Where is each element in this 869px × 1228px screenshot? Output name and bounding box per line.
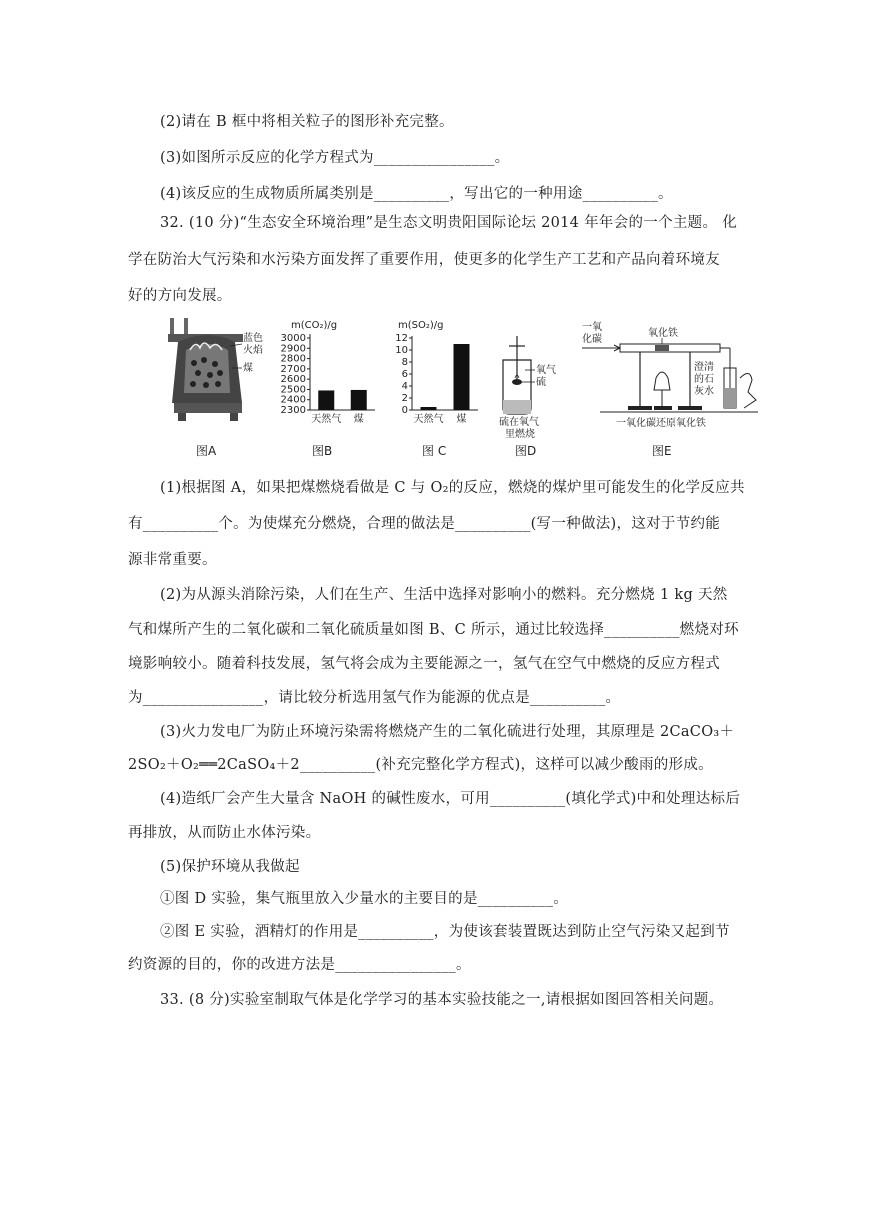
q32-part2-line4: 为________________，请比较分析选用氢气作为能源的优点是__________。: [128, 690, 621, 706]
figure-d-label-sulfur: 硫: [536, 377, 546, 388]
figure-a-label-flame-1: 蓝色: [243, 333, 263, 344]
q32-part1-line1: (1)根据图 A，如果把煤燃烧看做是 C 与 O₂的反应，燃烧的煤炉里可能发生的化学反应共: [160, 480, 745, 496]
figure-c-so2-chart: [388, 318, 483, 433]
chartC-category-label: 煤: [456, 414, 467, 425]
chartC-tick-label: 8: [401, 357, 408, 368]
chartB-tick-label: 2700: [280, 363, 306, 375]
figure-d-caption: 图D: [515, 444, 537, 458]
q32-part3-line2: 2SO₂＋O₂══2CaSO₄＋2__________(补充完整化学方程式)，这样可以减少酸雨的形成。: [128, 757, 713, 773]
q32-part5-item2-line1: ②图 E 实验，酒精灯的作用是__________，为使该套装置既达到防止空气污染又起到节: [160, 924, 730, 940]
figure-e-label-co-2: 化碳: [582, 334, 602, 345]
chartC-category-label: 天然气: [413, 414, 444, 425]
q32-part4-line2: 再排放，从而防止水体污染。: [128, 825, 321, 841]
chartB-category-label: 煤: [353, 414, 364, 425]
chartB-tick-label: 3000: [280, 333, 306, 344]
q32-part5-heading: (5)保护环境从我做起: [160, 859, 300, 875]
chartC-tick-label: 0: [401, 405, 408, 416]
chartC-bar: [421, 407, 437, 410]
figure-d-sub-1: 硫在氧气: [499, 417, 539, 428]
figure-d-sulfur-in-oxygen: [495, 318, 565, 443]
q31-part4: (4)该反应的生成物质所属类别是__________，写出它的一种用途__________。: [160, 186, 673, 202]
figure-b-ylabel: m(CO₂)/g: [291, 320, 338, 331]
figure-a-label-coal: 煤: [243, 363, 253, 374]
figure-d-sub-2: 里燃烧: [505, 429, 535, 440]
figure-b-co2-chart: [275, 318, 380, 433]
figure-e-label-lime-1: 澄清: [694, 362, 714, 373]
q32-part2-line2: 气和煤所产生的二氧化碳和二氧化硫质量如图 B、C 所示，通过比较选择__________燃烧对环: [128, 622, 739, 638]
figure-b-caption: 图B: [312, 444, 333, 458]
q32-part5-item1: ①图 D 实验，集气瓶里放入少量水的主要目的是__________。: [160, 891, 569, 907]
chartB-tick-label: 2300: [280, 405, 306, 416]
q33-intro: 33. (8 分)实验室制取气体是化学学习的基本实验技能之一,请根据如图回答相关问题。: [160, 992, 724, 1008]
chartC-tick-label: 10: [395, 345, 408, 356]
figure-c-ylabel: m(SO₂)/g: [398, 320, 444, 331]
q32-part5-item2-line2: 约资源的目的，你的改进方法是________________。: [128, 957, 471, 973]
figures-row: [160, 318, 760, 458]
figure-a-stove: [160, 318, 270, 433]
figure-a-label-flame-2: 火焰: [243, 345, 263, 356]
figure-d-label-oxygen: 氧气: [536, 365, 556, 376]
figure-e-co-reduction: [580, 318, 760, 433]
chartC-tick-label: 2: [401, 393, 408, 404]
chartC-tick-label: 6: [401, 369, 408, 380]
chartC-bar: [454, 344, 470, 410]
chartB-tick-label: 2400: [280, 394, 306, 406]
q32-part3-line1: (3)火力发电厂为防止环境污染需将燃烧产生的二氧化硫进行处理，其原理是 2CaCO₃＋: [160, 724, 735, 740]
q32-intro-line2: 学在防治大气污染和水污染方面发挥了重要作用，使更多的化学生产工艺和产品向着环境友: [128, 252, 720, 268]
figure-e-label-lime-3: 灰水: [694, 386, 714, 397]
figure-e-subtitle: 一氧化碳还原氧化铁: [616, 418, 706, 429]
chartB-tick-label: 2500: [280, 384, 306, 396]
chartB-bar: [351, 390, 367, 410]
figure-e-caption: 图E: [652, 444, 672, 458]
chartB-tick-label: 2600: [280, 374, 306, 386]
chartB-tick-label: 2900: [280, 343, 306, 355]
chartC-tick-label: 4: [401, 381, 408, 392]
q32-intro-line3: 好的方向发展。: [128, 288, 232, 304]
chartB-category-label: 天然气: [311, 414, 342, 425]
chartB-tick-label: 2800: [280, 353, 306, 365]
q32-part1-line2: 有__________个。为使煤充分燃烧，合理的做法是__________(写一种做法)，这对于节约能: [128, 516, 721, 532]
q32-part4-line1: (4)造纸厂会产生大量含 NaOH 的碱性废水，可用__________(填化学式)中和处理达标后: [160, 791, 741, 807]
figure-e-label-lime-2: 的石: [694, 374, 714, 385]
chartC-tick-label: 12: [395, 333, 408, 344]
q32-part2-line1: (2)为从源头消除污染，人们在生产、生活中选择对影响小的燃料。充分燃烧 1 kg 天然: [160, 587, 728, 603]
chartB-bar: [318, 390, 334, 410]
q32-part2-line3: 境影响较小。随着科技发展，氢气将会成为主要能源之一，氢气在空气中燃烧的反应方程式: [128, 656, 720, 672]
figure-c-caption: 图 C: [422, 444, 447, 458]
q31-part3: (3)如图所示反应的化学方程式为________________。: [160, 150, 510, 166]
q31-part2: (2)请在 B 框中将相关粒子的图形补充完整。: [160, 114, 454, 130]
figure-e-label-fe2o3: 氧化铁: [648, 328, 678, 339]
q32-intro-line1: 32. (10 分)“生态安全环境治理”是生态文明贵阳国际论坛 2014 年年会的一个主题。 化: [160, 215, 737, 231]
figure-e-label-co-1: 一氧: [582, 322, 602, 333]
q32-part1-line3: 源非常重要。: [128, 552, 217, 568]
figure-a-caption: 图A: [196, 444, 217, 458]
